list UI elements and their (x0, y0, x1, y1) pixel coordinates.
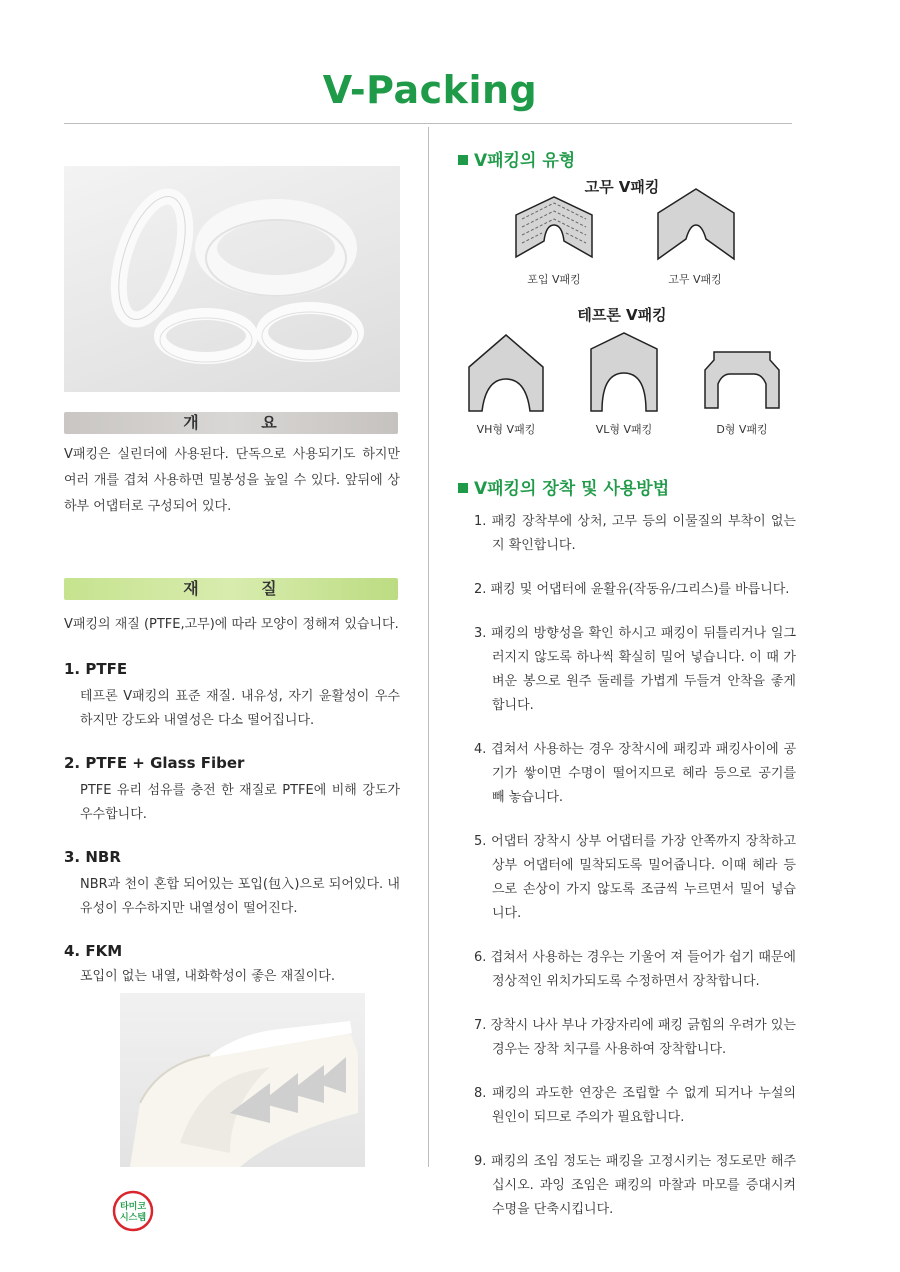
material-item-desc: NBR과 천이 혼합 되어있는 포입(包入)으로 되어있다. 내유성이 우수하지만 내열성이 떨어진다. (80, 877, 400, 916)
install-step: 9. 패킹의 조임 정도는 패킹을 고정시키는 정도로만 해주십시오. 과잉 조임은 패킹의 마찰과 마모를 증대시켜 수명을 단축시킵니다. (474, 1154, 796, 1217)
install-step: 7. 장착시 나사 부나 가장자리에 패킹 긁힘의 우려가 있는 경우는 장착 치구를 사용하여 장착합니다. (474, 1018, 796, 1057)
material-item-title: 3. NBR (64, 848, 121, 866)
bullet-square-icon (458, 483, 468, 493)
rubber-v-packing-diagram (654, 187, 738, 267)
material-item-desc: 테프론 V패킹의 표준 재질. 내유성, 자기 윤활성이 우수하지만 강도와 내열성은 다소 떨어집니다. (80, 689, 400, 728)
vh-v-packing-diagram (466, 333, 546, 419)
material-item-desc: PTFE 유리 섬유를 충전 한 재질로 PTFE에 비해 강도가 우수합니다. (80, 783, 400, 822)
types-heading: V패킹의 유형 (458, 146, 575, 171)
company-logo (112, 1190, 154, 1232)
rubber-v-packing-title: 고무 V패킹 (584, 178, 660, 196)
material-item-title: 2. PTFE + Glass Fiber (64, 754, 245, 772)
overview-text: V패킹은 실린더에 사용된다. 단독으로 사용되기도 하지만 여러 개를 겹쳐 사용하면 밀봉성을 높일 수 있다. 앞뒤에 상하부 어댑터로 구성되어 있다. (64, 447, 400, 514)
d-type-v-packing-diagram (702, 348, 782, 416)
install-heading: V패킹의 장착 및 사용방법 (458, 474, 669, 499)
install-step: 2. 패킹 및 어댑터에 윤활유(작동유/그리스)를 바릅니다. (474, 582, 790, 597)
overview-heading: 개 요 (64, 412, 398, 434)
bullet-square-icon (458, 155, 468, 165)
install-step: 1. 패킹 장착부에 상처, 고무 등의 이물질의 부착이 없는지 확인합니다. (474, 514, 796, 553)
column-divider (428, 127, 429, 1167)
install-step: 4. 겹쳐서 사용하는 경우 장착시에 패킹과 패킹사이에 공기가 쌓이면 수명이 떨어지므로 헤라 등으로 공기를 빼 놓습니다. (474, 742, 796, 805)
install-step: 5. 어댑터 장착시 상부 어댑터를 가장 안쪽까지 장착하고 상부 어댑터에 밀착되도록 밀어줍니다. 이때 헤라 등으로 손상이 가지 않도록 조금씩 누르면서 밀어 넣습니다. (474, 834, 796, 921)
fabric-v-packing-diagram (512, 195, 596, 267)
v-packing-stack-photo (120, 993, 365, 1167)
title-divider (64, 123, 792, 124)
logo-line1: 타미코 (119, 1202, 147, 1212)
teflon-v-packing-title: 테프론 V패킹 (577, 306, 667, 324)
vl-v-packing-diagram (588, 331, 660, 419)
v-packing-rings-photo (64, 166, 400, 392)
material-item-desc: 포입이 없는 내열, 내화학성이 좋은 재질이다. (80, 969, 335, 984)
fabric-v-packing-caption: 포입 V패킹 (527, 273, 581, 286)
material-item-title: 4. FKM (64, 942, 123, 960)
rubber-v-packing-caption: 고무 V패킹 (668, 273, 722, 286)
page-title: V-Packing (322, 68, 538, 112)
install-step: 8. 패킹의 과도한 연장은 조립할 수 없게 되거나 누설의 원인이 되므로 주의가 필요합니다. (474, 1086, 796, 1125)
material-heading: 재 질 (64, 578, 398, 600)
install-step: 3. 패킹의 방향성을 확인 하시고 패킹이 뒤틀리거나 일그러지지 않도록 하나씩 확실히 밀어 넣습니다. 이 때 가벼운 봉으로 원주 둘레를 가볍게 두들겨 안착을 좋게 합니다. (474, 626, 796, 713)
vl-v-packing-caption: VL형 V패킹 (595, 423, 653, 436)
logo-line2: 시스템 (119, 1213, 147, 1223)
install-steps-list (474, 510, 796, 1222)
install-step: 6. 겹쳐서 사용하는 경우는 기울어 져 들어가 쉽기 때문에 정상적인 위치가되도록 수정하면서 장착합니다. (474, 950, 796, 989)
vh-v-packing-caption: VH형 V패킹 (476, 423, 536, 436)
d-type-v-packing-caption: D형 V패킹 (716, 423, 768, 436)
material-intro: V패킹의 재질 (PTFE,고무)에 따라 모양이 정해져 있습니다. (64, 617, 399, 632)
material-item-title: 1. PTFE (64, 660, 128, 678)
